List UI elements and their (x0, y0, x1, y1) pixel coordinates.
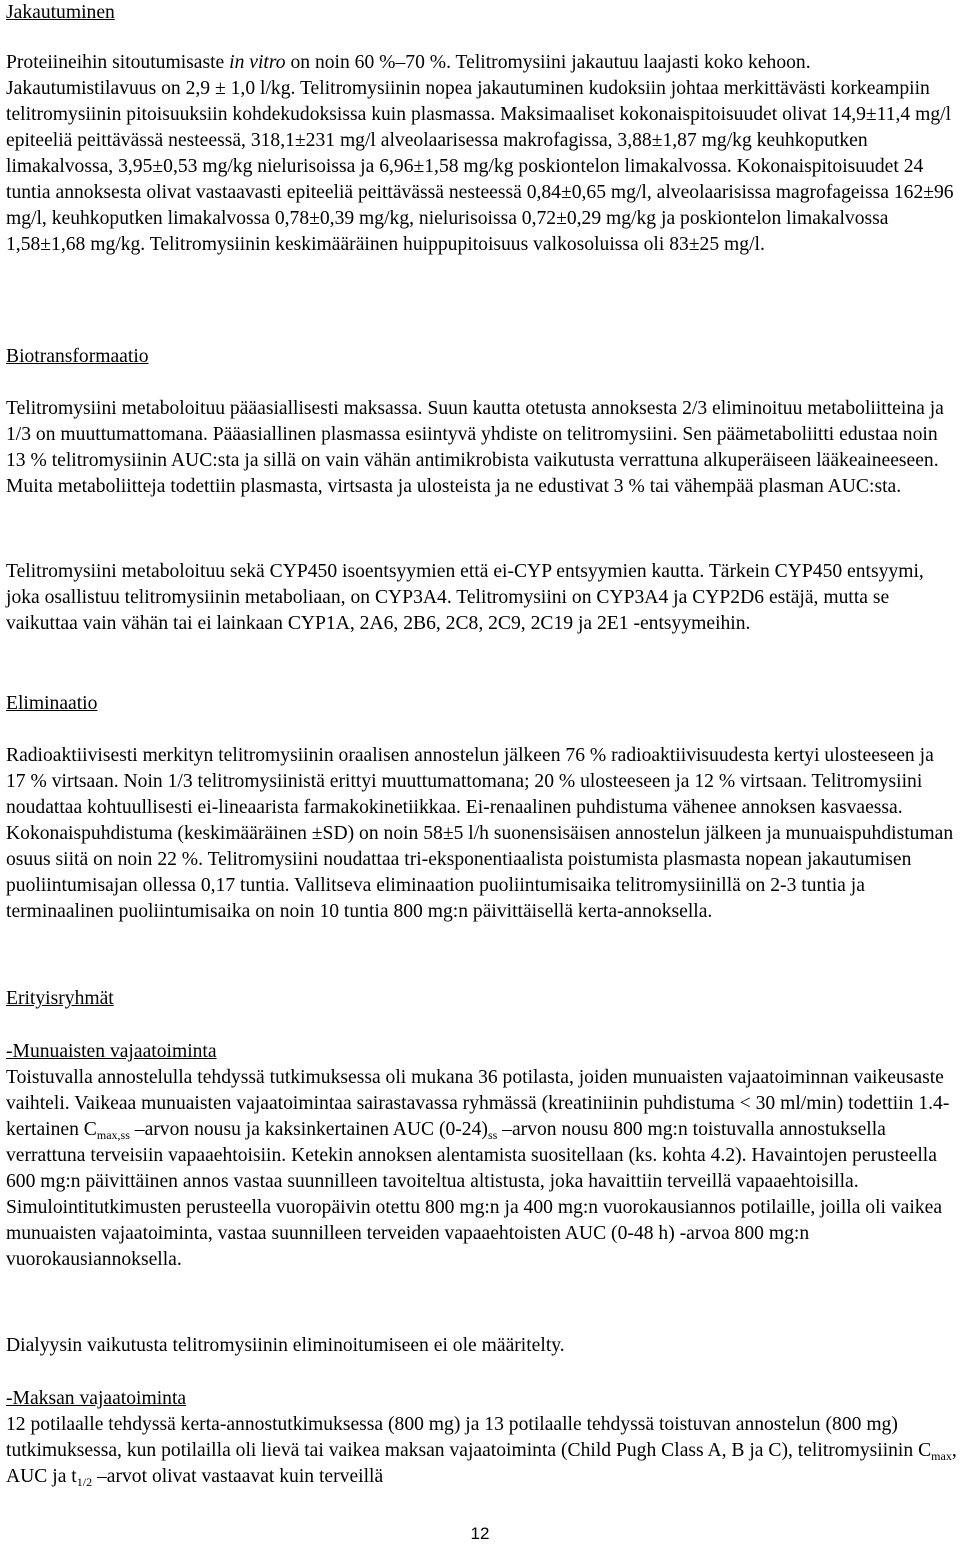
section-heading-jakautuminen: Jakautuminen (6, 2, 115, 23)
text-run: , AUC ja t (6, 1440, 957, 1487)
page-number: 12 (470, 1524, 490, 1543)
biotransformaatio-paragraph-1: Telitromysiini metaboloituu pääasiallisesti maksassa. Suun kautta otetusta annoksesta 2/3 eliminoituu metaboliitteina ja 1/3 on muuttumattomana. Pääasiallinen plasmassa esiintyvä yhdiste on telitromysiini. Sen päämetaboliitti edustaa noin 13 % telitromysiinin AUC:sta ja sillä on vain vähän antimikrobista vaikutusta verrattuna alkuperäiseen lääkeaineeseen. Muita metaboliitteja todettiin plasmasta, virtsasta ja ulosteista ja ne edustivat 3 % tai vähempää plasman AUC:sta. (6, 398, 944, 497)
subheading-maksan-vajaatoiminta: -Maksan vajaatoiminta (6, 1388, 187, 1409)
subscript: max (931, 1449, 952, 1463)
biotransformaatio-paragraph-2: Telitromysiini metaboloituu sekä CYP450 isoentsyymien että ei-CYP entsyymien kautta. Tärkein CYP450 entsyymi, joka osallistuu telitromysiinin metaboliaan, on CYP3A4. Telitromysiini on CYP3A4 ja CYP2D6 estäjä, mutta se vaikuttaa vain vähän tai ei lainkaan CYP1A, 2A6, 2B6, 2C8, 2C9, 2C19 ja 2E1 -entsyymeihin. (6, 561, 924, 634)
munuaiset-paragraph-1 (6, 1065, 958, 1273)
text-run: –arvot olivat vastaavat kuin terveillä (92, 1466, 384, 1487)
text-run: –arvon nousu ja kaksinkertainen AUC (0-24) (129, 1119, 488, 1140)
section-heading-biotransformaatio: Biotransformaatio (6, 346, 149, 367)
text-run: Proteiineihin sitoutumisaste (6, 52, 230, 73)
eliminaatio-paragraph: Radioaktiivisesti merkityn telitromysiinin oraalisen annostelun jälkeen 76 % radioaktiivisuudesta kertyi ulosteeseen ja 17 % virtsaan. Noin 1/3 telitromysiinistä erittyi muuttumattomana; 20 % ulosteeseen ja 12 % virtsaan. Telitromysiini noudattaa kohtuullisesti ei-lineaarista farmakokinetiikkaa. Ei-renaalinen puhdistuma vähenee annoksen kasvaessa. Kokonaispuhdistuma (keskimääräinen ±SD) on noin 58±5 l/h suonensisäisen annostelun jälkeen ja munuaispuhdistuman osuus siitä on noin 22 %. Telitromysiini noudattaa tri-eksponentiaalista poistumista plasmasta nopean jakautumisen puoliintumisajan ollessa 0,17 tuntia. Vallitseva eliminaation puoliintumisaika telitromysiinillä on 2-3 tuntia ja terminaalinen puoliintumisaika on noin 10 tuntia 800 mg:n päivittäisellä kerta-annoksella. (6, 745, 954, 922)
text-run: on noin 60 %–70 %. Telitromysiini jakautuu laajasti koko kehoon. Jakautumistilavuus on 2,9 ± 1,0 l/kg. Telitromysiinin nopea jakautuminen kudoksiin johtaa merkittävästi korkeampiin telitromysiinin pitoisuuksiin kohdekudoksissa kuin plasmassa. Maksimaaliset kokonaispitoisuudet olivat 14,9±11,4 mg/l epiteeliä peittävässä nesteessä, 318,1±231 mg/l alveolaarisessa makrofagissa, 3,88±1,87 mg/kg keuhkoputken limakalvossa, 3,95±0,53 mg/kg nielurisoissa ja 6,96±1,58 mg/kg poskiontelon limakalvossa. Kokonaispitoisuudet 24 tuntia annoksesta olivat vastaavasti epiteeliä peittävässä nesteessä 0,84±0,65 mg/l, alveolaarisissa magrofageissa 162±96 mg/l, keuhkoputken limakalvossa 0,78±0,39 mg/kg, nielurisoissa 0,72±0,29 mg/kg ja poskiontelon limakalvossa 1,58±1,68 mg/kg. Telitromysiinin keskimääräinen huippupitoisuus valkosoluissa oli 83±25 mg/l. (6, 52, 954, 255)
subscript: ss (487, 1128, 498, 1142)
subheading-munuaisten-vajaatoiminta: -Munuaisten vajaatoiminta (6, 1041, 217, 1062)
text-run: 12 potilaalle tehdyssä kerta-annostutkimuksessa (800 mg) ja 13 potilaalle tehdyssä toistuvan annostelun (800 mg) tutkimuksessa, kun potilailla oli lievä tai vaikea maksan vajaatoiminta (Child Pugh Class A, B ja C), telitromysiinin C (6, 1414, 932, 1461)
subscript: max,ss (96, 1128, 130, 1142)
munuaiset-paragraph-2: Dialyysin vaikutusta telitromysiinin eliminoitumiseen ei ole määritelty. (6, 1335, 565, 1356)
jakautuminen-paragraph (6, 50, 958, 258)
maksa-paragraph (6, 1412, 958, 1490)
subscript: 1/2 (76, 1475, 93, 1489)
italic-term: in vitro (229, 52, 286, 73)
section-heading-erityisryhmat: Erityisryhmät (6, 988, 114, 1009)
text-run: Toistuvalla annostelulla tehdyssä tutkimuksessa oli mukana 36 potilasta, joiden munuaisten vajaatoiminnan vaikeusaste vaihteli. Vaikeaa munuaisten vajaatoimintaa sairastavassa ryhmässä (kreatiniinin puhdistuma < 30 ml/min) todettiin 1.4-kertainen C (6, 1067, 950, 1140)
text-run: –arvon nousu 800 mg:n toistuvalla annostuksella verrattuna terveisiin vapaaehtoisiin. Ketekin annoksen alentamista suositellaan (ks. kohta 4.2). Havaintojen perusteella 600 mg:n päivittäinen annos vastaa suunnilleen tavoiteltua altistusta, joka havaittiin terveillä vapaaehtoisilla. Simulointitutkimusten perusteella vuoropäivin otettu 800 mg:n ja 400 mg:n vuorokausiannos potilaille, joilla oli vaikea munuaisten vajaatoiminta, vastaa suunnilleen terveiden vapaaehtoisten AUC (0-48 h) -arvoa 800 mg:n vuorokausiannoksella. (6, 1119, 943, 1270)
section-heading-eliminaatio: Eliminaatio (6, 693, 98, 714)
